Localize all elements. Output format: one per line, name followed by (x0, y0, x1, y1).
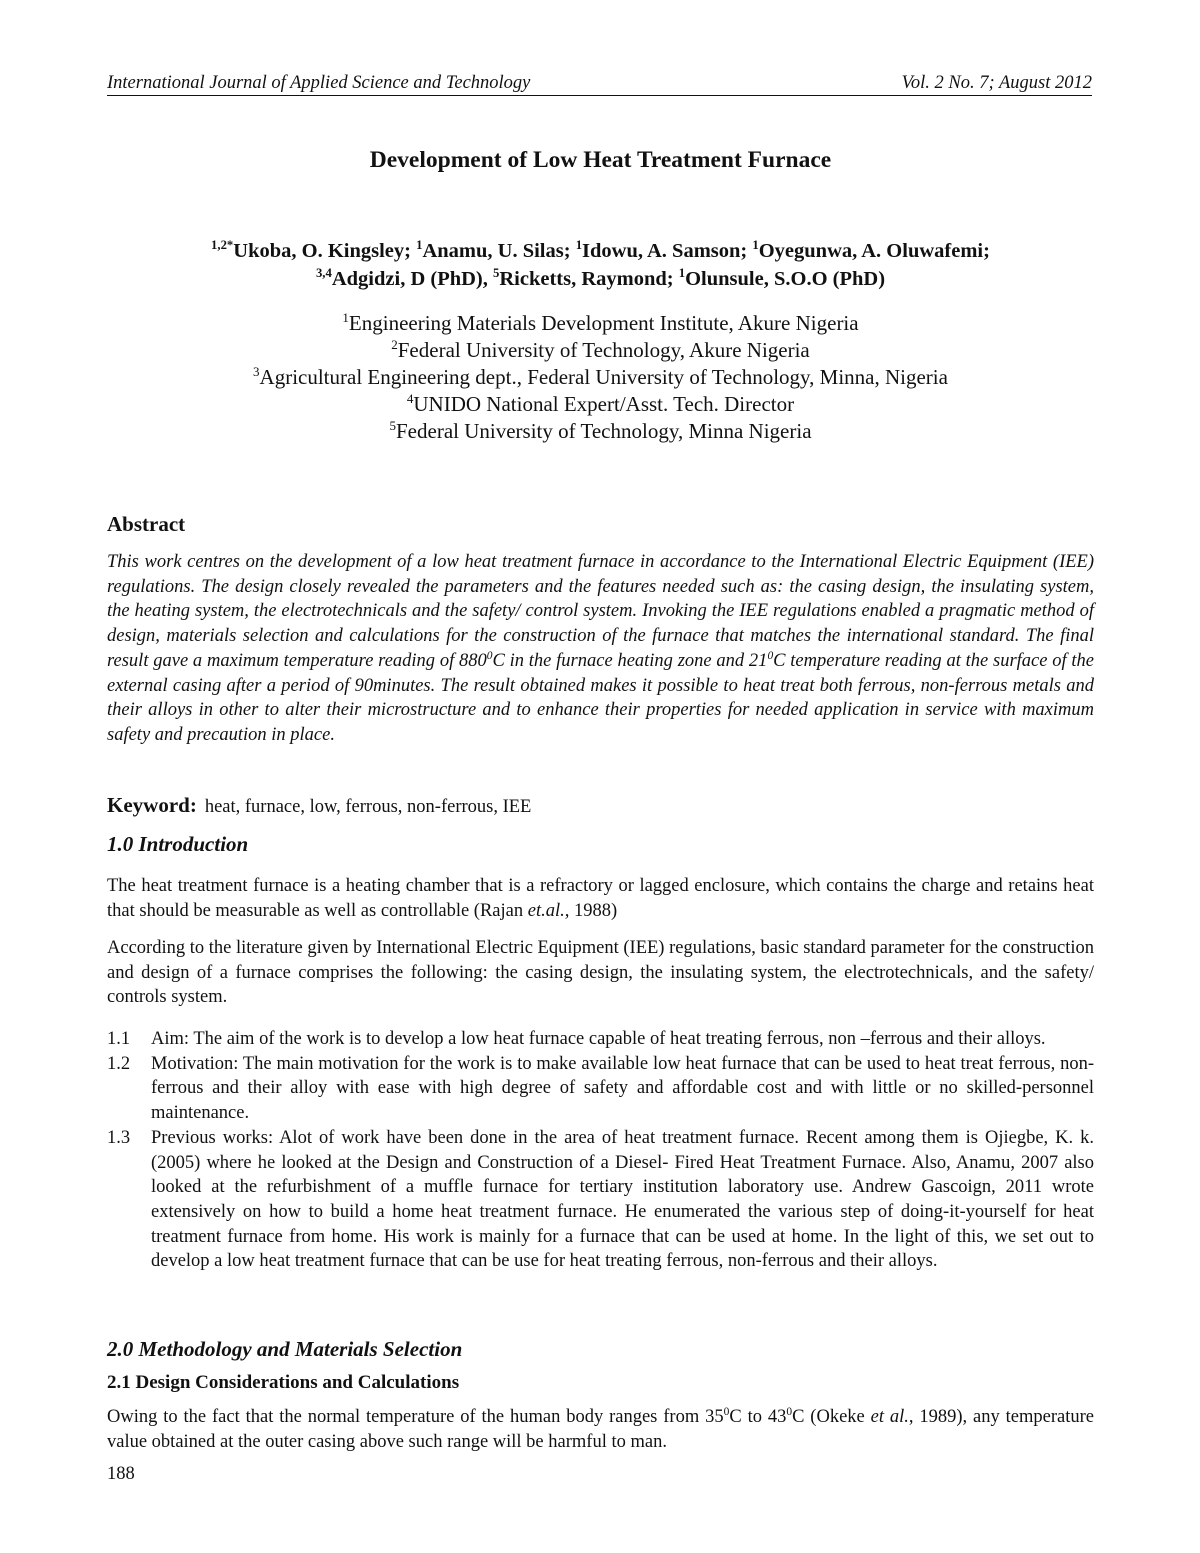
author-list (107, 237, 1094, 293)
affiliation-text: Federal University of Technology, Akure Nigeria (397, 338, 810, 362)
abstract-body (107, 550, 1094, 748)
list-item-text: Previous works: Alot of work have been done in the area of heat treatment furnace. Recent among them is Ojiegbe, K. k. (2005) where he looked at the Design and Construction of a Diesel- Fired Heat Treatment Furnace. Also, Anamu, 2007 also looked at the refurbishment of a muffle furnace for tertiary institution laboratory use. Andrew Gascoign, 2011 wrote extensively on how to build a home heat treatment furnace. He enumerated the various step of doing-it-yourself for heat treatment furnace from home. His work is mainly for a furnace that can be used at home. In the light of this, we set out to develop a low heat treatment furnace that can be use for heat treating ferrous, non-ferrous and their alloys. (151, 1127, 1094, 1272)
affiliation-line (107, 364, 1094, 391)
author-sup: 3,4 (315, 266, 332, 281)
affiliation-line (107, 310, 1094, 337)
affiliation-sup: 4 (406, 391, 414, 406)
section-heading-methodology: 2.0 Methodology and Materials Selection (107, 1337, 463, 1361)
keywords (107, 792, 531, 820)
volume-info: Vol. 2 No. 7; August 2012 (901, 73, 1092, 93)
list-item-text: Aim: The aim of the work is to develop a low heat furnace capable of heat treating ferrous, non –ferrous and their alloys. (151, 1029, 1046, 1049)
abstract-text: This work centres on the development of a low heat treatment furnace in accordance to the International Electric Equipment (IEE) regulations. The design closely revealed the parameters and the features needed such as: the casing design, the insulating system, the heating system, the electrotechnicals and the safety/ control system. Invoking the IEE regulations enabled a pragmatic method of design, materials selection and calculations for the construction of the furnace that matches the international standard. The final result gave a maximum temperature reading of 880 (107, 552, 1094, 671)
running-header (107, 72, 1092, 96)
list-item (107, 1126, 1094, 1274)
degree-sup: 0 (767, 649, 774, 662)
abstract-text: C temperature reading at the surface of the external casing after a period of 90minutes. The result obtained makes it possible to heat treat both ferrous, non-ferrous metals and their alloys in other to alter their microstructure and to enhance their properties for needed application in service with maximum safety and precaution in place. (107, 650, 1095, 745)
affiliation-line (107, 391, 1094, 418)
intro-paragraph-1 (107, 874, 1094, 923)
author-name: Olunsule, S.O.O (PhD) (685, 268, 886, 290)
paragraph-text: C (Okeke (792, 1407, 871, 1427)
citation-etal: et.al., (527, 900, 570, 921)
abstract-text: C in the furnace heating zone and 21 (492, 650, 768, 671)
list-item-number: 1.2 (107, 1053, 131, 1074)
author-name: Adgidzi, D (PhD), (331, 268, 488, 290)
affiliation-sup: 2 (391, 337, 398, 352)
degree-sup: 0 (786, 1405, 793, 1418)
page-number: 188 (107, 1464, 135, 1484)
list-item-number: 1.1 (107, 1029, 131, 1049)
author-name: Oyegunwa, A. Oluwafemi; (758, 240, 990, 262)
methodology-paragraph (107, 1405, 1094, 1454)
author-name: Ukoba, O. Kingsley; (233, 240, 411, 262)
keyword-text: heat, furnace, low, ferrous, non-ferrous, IEE (204, 797, 532, 817)
affiliation-text: UNIDO National Expert/Asst. Tech. Director (413, 392, 795, 416)
affiliation-text: Federal University of Technology, Minna Nigeria (396, 419, 812, 443)
affiliation-text: Engineering Materials Development Institute, Akure Nigeria (348, 311, 859, 335)
author-line-1 (107, 237, 1094, 265)
journal-name: International Journal of Applied Science and Technology (107, 73, 531, 93)
list-item-number: 1.3 (107, 1127, 131, 1148)
paper-title: Development of Low Heat Treatment Furnace (369, 147, 832, 173)
affiliation-sup: 1 (342, 310, 349, 325)
intro-list (107, 1027, 1094, 1274)
author-sup: 1 (678, 266, 686, 281)
citation-etal: et al. (870, 1407, 909, 1427)
paragraph-text: , 1989), any temperature value obtained at the outer casing above such range will be harmful to man. (107, 1407, 1094, 1452)
affiliation-sup: 3 (253, 364, 260, 379)
list-item-text: Motivation: The main motivation for the work is to make available low heat furnace that can be used to heat treat ferrous, non-ferrous and their alloy with ease with high degree of safety and affordable cost and with little or no skilled-personnel maintenance. (151, 1053, 1094, 1124)
affiliation-line (107, 418, 1094, 445)
intro-paragraph-2: According to the literature given by International Electric Equipment (IEE) regulations, basic standard parameter for the construction and design of a furnace comprises the following: the casing design, the insulating system, the electrotechnicals, and the safety/ controls system. (107, 938, 1094, 1008)
abstract-heading: Abstract (107, 512, 186, 536)
degree-sup: 0 (723, 1405, 730, 1418)
subsection-heading-design: 2.1 Design Considerations and Calculations (107, 1372, 460, 1393)
affiliation-sup: 5 (389, 418, 396, 433)
author-name: Idowu, A. Samson; (582, 240, 748, 262)
author-name: Anamu, U. Silas; (422, 240, 571, 262)
paragraph-text: Owing to the fact that the normal temperature of the human body ranges from 35 (107, 1407, 724, 1427)
affiliation-text: Agricultural Engineering dept., Federal University of Technology, Minna, Nigeria (259, 365, 948, 389)
list-item (107, 1052, 1094, 1126)
author-sup: 5 (493, 266, 500, 281)
paragraph-text: 1988) (569, 900, 618, 921)
keyword-label: Keyword: (107, 793, 197, 817)
author-line-2 (107, 265, 1094, 293)
author-sup: 1 (416, 238, 423, 253)
author-sup: 1 (752, 238, 759, 253)
paragraph-text: C to 43 (729, 1407, 787, 1427)
affiliation-line (107, 337, 1094, 364)
paragraph-text: The heat treatment furnace is a heating chamber that is a refractory or lagged enclosure, which contains the charge and retains heat that should be measurable as well as controllable (Rajan (107, 876, 1094, 921)
degree-sup: 0 (486, 649, 493, 662)
author-sup: 1,2* (211, 238, 234, 253)
section-heading-introduction: 1.0 Introduction (107, 832, 249, 856)
author-name: Ricketts, Raymond; (499, 268, 674, 290)
author-sup: 1 (575, 238, 583, 253)
list-item (107, 1027, 1094, 1052)
affiliations (107, 310, 1094, 445)
